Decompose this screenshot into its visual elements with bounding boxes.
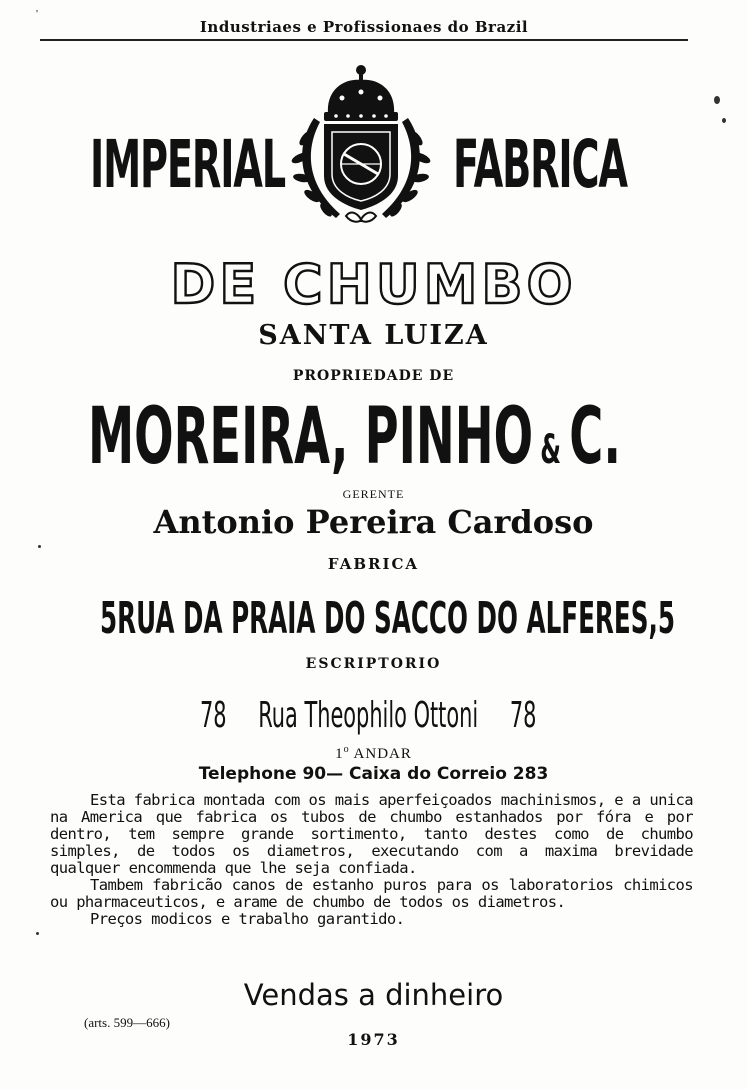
manager-label: GERENTE <box>342 487 405 501</box>
floor-number: 1 <box>335 746 344 762</box>
corner-mark: ' <box>36 8 38 20</box>
manager-name: Antonio Pereira Cardoso <box>153 503 594 541</box>
office-address <box>200 695 537 736</box>
paragraph: Tambem fabricão canos de estanho puros para os laboratorios chimicos ou pharmaceuticos, e arame de chumbo de todos os diametros. <box>50 876 693 911</box>
office-label: ESCRIPTORIO <box>305 656 442 672</box>
factory-name: SANTA LUIZA <box>258 320 489 351</box>
office-address-number-right: 78 <box>509 695 537 736</box>
title-left: IMPERIAL <box>90 126 286 203</box>
subtitle: DE CHUMBO <box>170 253 577 316</box>
contact-line: Telephone 90— Caixa do Correio 283 <box>198 764 549 784</box>
title-right: FABRICA <box>453 126 627 203</box>
company-suffix: C. <box>569 392 621 482</box>
page-number: 1973 <box>347 1030 400 1049</box>
factory-address-number-right: 5 <box>657 593 675 644</box>
paragraph: Esta fabrica montada com os mais aperfeiçoados machinismos, e a unica na America que fabrica os tubos de chumbo estanhados por fóra e por dentro, tem sempre grande sortimento, tanto destes como de chumbo simples, de todos os diametros, executando com a maxima brevidade qualquer encommenda que lhe seja confiada. <box>50 791 693 877</box>
office-address-number-left: 78 <box>200 695 227 736</box>
floor-line <box>0 744 747 763</box>
scan-speck <box>714 96 720 104</box>
company-name <box>88 392 621 482</box>
imperial-crest-icon <box>276 58 446 228</box>
scan-speck <box>722 118 726 123</box>
closing-line: Vendas a dinheiro <box>243 978 504 1012</box>
office-address-street: Rua Theophilo Ottoni <box>258 695 479 736</box>
ownership-label: PROPRIEDADE DE <box>292 368 455 384</box>
factory-address <box>100 593 675 644</box>
scan-speck <box>38 545 41 548</box>
factory-address-street: RUA DA PRAIA DO SACCO DO ALFERES, <box>117 593 658 644</box>
factory-address-number-left: 5 <box>100 593 118 644</box>
running-head: Industriaes e Profissionaes do Brazil <box>199 18 529 36</box>
factory-label: FABRICA <box>327 555 420 573</box>
company-name-main: MOREIRA, PINHO <box>88 392 534 482</box>
header-rule <box>40 39 688 41</box>
scan-speck <box>36 932 39 935</box>
company-ampersand: & <box>540 427 561 473</box>
floor-ordinal: o <box>343 744 350 755</box>
ad-reference: (arts. 599—666) <box>84 1015 170 1030</box>
description <box>50 792 693 928</box>
floor-label: ANDAR <box>353 746 412 762</box>
paragraph: Preços modicos e trabalho garantido. <box>90 910 405 928</box>
